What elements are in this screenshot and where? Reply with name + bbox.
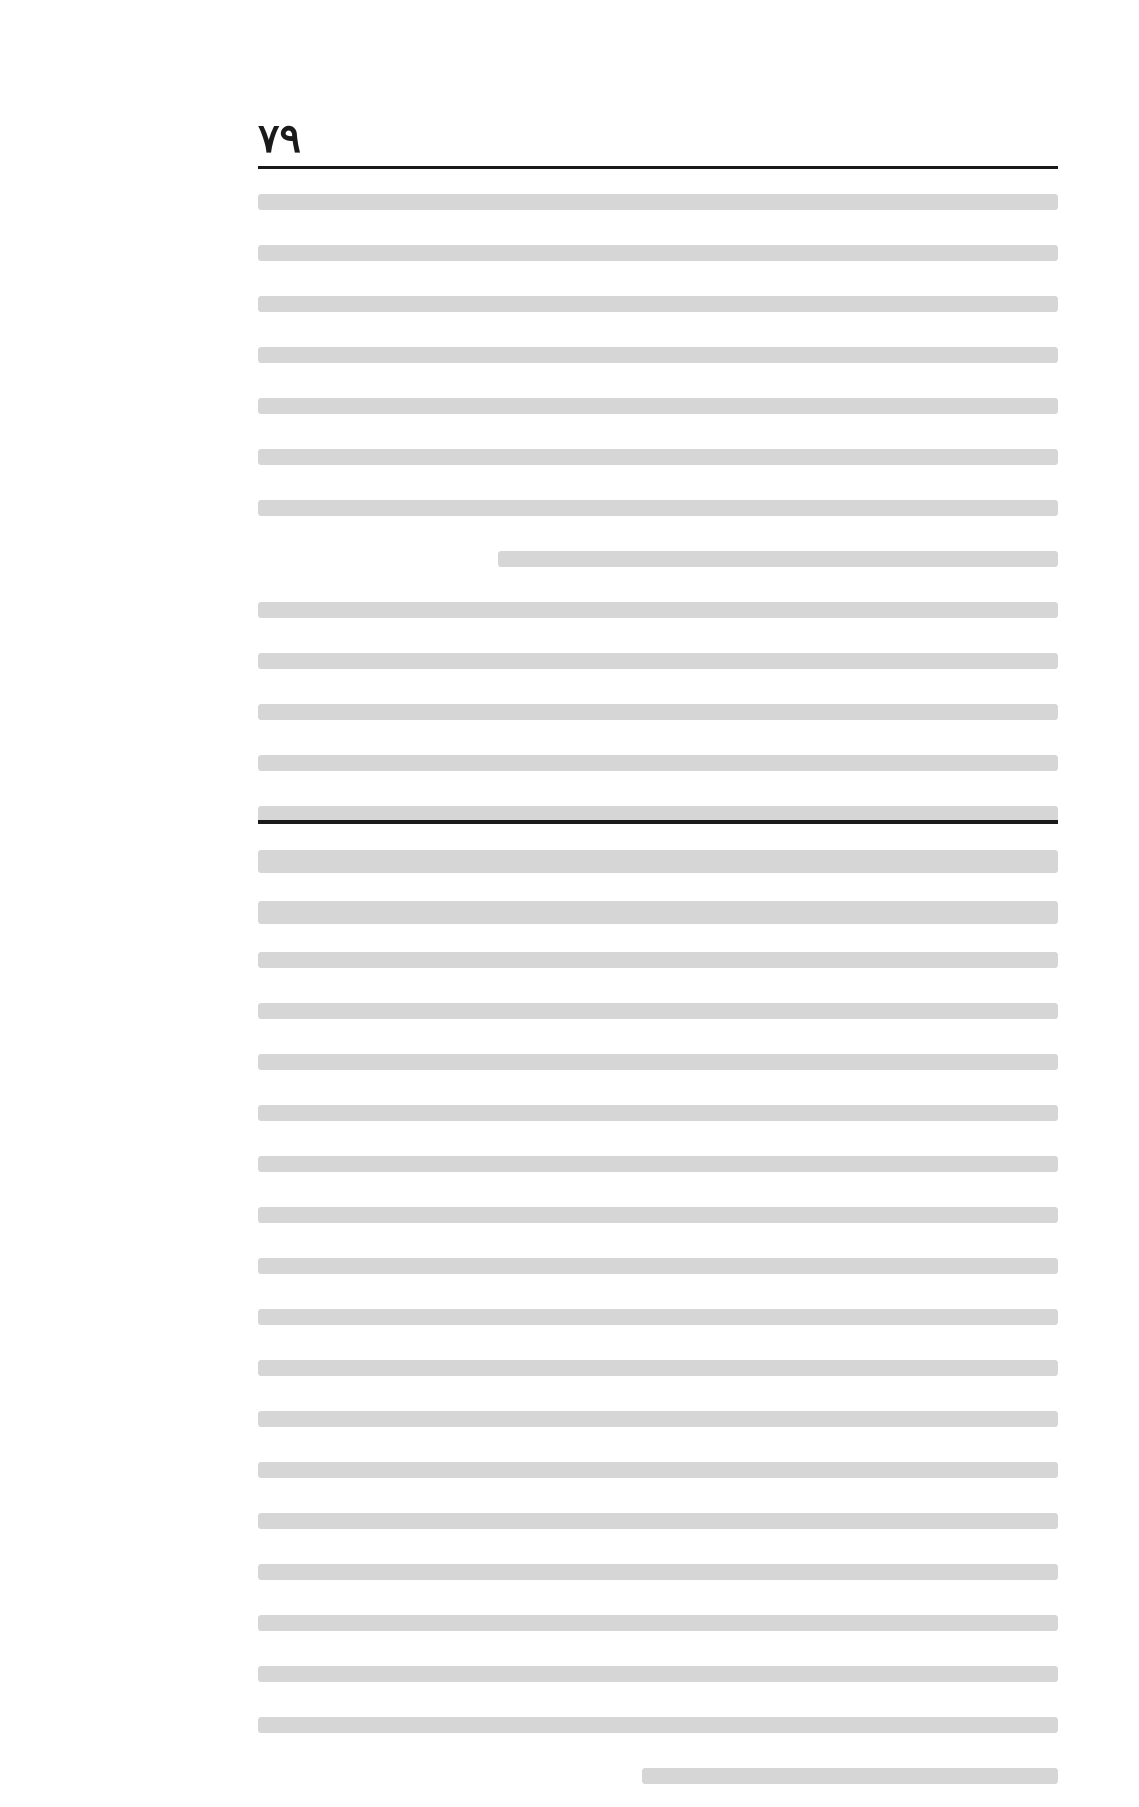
placeholder-bar [258,245,1058,261]
text-line [258,1003,1058,1042]
placeholder-bar [258,602,1058,618]
text-line [258,1360,1058,1399]
placeholder-bar [258,1360,1058,1376]
text-line [258,245,1058,284]
placeholder-bar [258,449,1058,465]
placeholder-bar [258,398,1058,414]
text-line [258,347,1058,386]
text-line [258,602,1058,641]
placeholder-bar [258,1207,1058,1223]
placeholder-bar [258,1666,1058,1682]
placeholder-bar [258,1462,1058,1478]
text-line [258,500,1058,539]
placeholder-bar [258,1156,1058,1172]
text-line [258,653,1058,692]
placeholder-bar [258,653,1058,669]
text-line [258,1309,1058,1348]
text-line [258,1666,1058,1705]
text-line [258,398,1058,437]
text-line [258,755,1058,794]
placeholder-bar [258,1615,1058,1631]
placeholder-bar [258,755,1058,771]
main-text [258,182,1058,947]
text-line [258,850,1058,889]
page-header [258,116,1058,162]
placeholder-bar [258,901,1058,917]
text-line [258,296,1058,335]
placeholder-bar [258,1411,1058,1427]
commentary-text [258,838,1058,1807]
placeholder-bar [258,952,1058,968]
placeholder-bar [258,347,1058,363]
text-line [258,1513,1058,1552]
text-line [258,704,1058,743]
text-line [258,449,1058,488]
text-line [258,1564,1058,1603]
text-line [258,1615,1058,1654]
placeholder-bar [258,1003,1058,1019]
placeholder-bar [258,1309,1058,1325]
placeholder-bar [258,194,1058,210]
text-line [258,1717,1058,1756]
placeholder-bar [258,1105,1058,1121]
text-line [258,1768,1058,1807]
page-number: ٧٩ [258,115,301,162]
placeholder-bar [498,551,1058,567]
text-line [258,551,1058,590]
placeholder-bar [258,1717,1058,1733]
placeholder-bar [258,296,1058,312]
text-line [258,1054,1058,1093]
text-line [258,952,1058,991]
placeholder-bar [258,704,1058,720]
text-line [258,194,1058,233]
footnote-rule [258,820,1058,824]
text-line [258,1258,1058,1297]
text-line [258,1411,1058,1450]
text-line [258,1462,1058,1501]
text-line [258,901,1058,940]
placeholder-bar [258,1258,1058,1274]
placeholder-bar [258,850,1058,866]
placeholder-bar [258,1513,1058,1529]
header-rule [258,166,1058,169]
placeholder-bar [642,1768,1058,1784]
placeholder-bar [258,1564,1058,1580]
text-line [258,1207,1058,1246]
text-line [258,1156,1058,1195]
text-line [258,1105,1058,1144]
placeholder-bar [258,1054,1058,1070]
placeholder-bar [258,500,1058,516]
